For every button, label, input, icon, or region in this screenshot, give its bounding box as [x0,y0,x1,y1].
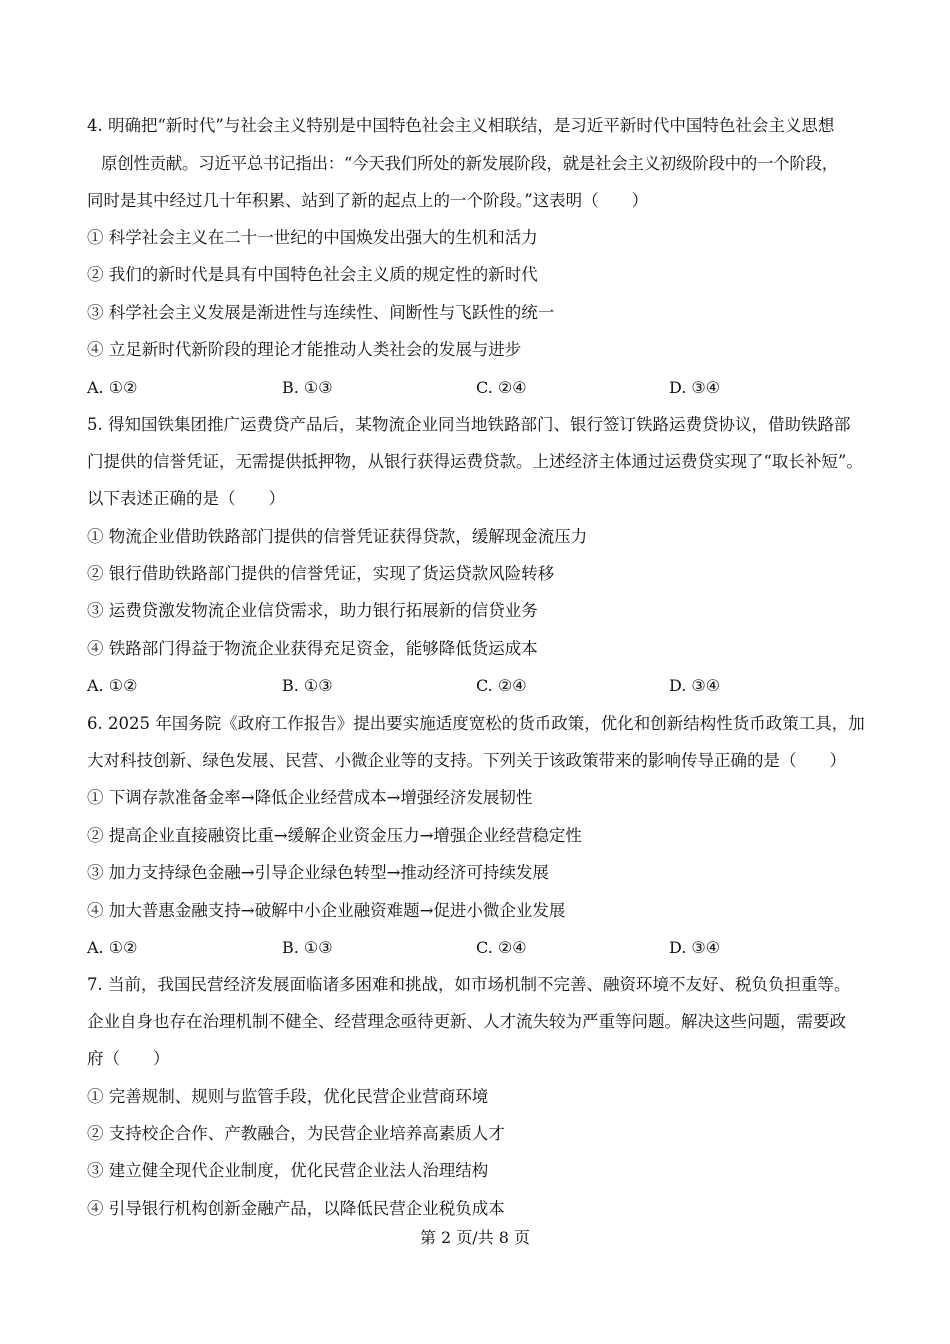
option-c[interactable]: C. ②④ [476,676,527,695]
q7-stem-line: 7. 当前，我国民营经济发展面临诸多困难和挑战，如市场机制不完善、融资环境不友好、税负负担重等。 [87,975,851,994]
q4-item: ② 我们的新时代是具有中国特色社会主义质的规定性的新时代 [87,265,538,284]
q7-stem-line: 企业自身也存在治理机制不健全、经营理念亟待更新、人才流失较为严重等问题。解决这些问题，需要政 [87,1012,846,1031]
q5-item: ② 银行借助铁路部门提供的信誉凭证，实现了货运贷款风险转移 [87,564,555,583]
option-c[interactable]: C. ②④ [476,938,527,957]
q6-stem-line: 6. 2025 年国务院《政府工作报告》提出要实施适度宽松的货币政策，优化和创新结构性货币政策工具，加 [87,714,865,733]
page-number: 第 2 页/共 8 页 [419,1228,531,1247]
option-a[interactable]: A. ①② [87,676,138,695]
q5-item: ④ 铁路部门得益于物流企业获得充足资金，能够降低货运成本 [87,639,538,658]
q6-item: ④ 加大普惠金融支持→破解中小企业融资难题→促进小微企业发展 [87,901,566,920]
q6-stem-line: 大对科技创新、绿色发展、民营、小微企业等的支持。下列关于该政策带来的影响传导正确的是（ ） [87,751,846,770]
q5-stem-line: 门提供的信誉凭证，无需提供抵押物，从银行获得运费贷款。上述经济主体通过运费贷实现了“取长补短”。 [87,452,863,471]
q7-item: ④ 引导银行机构创新金融产品，以降低民营企业税负成本 [87,1199,505,1218]
q6-options [87,936,877,960]
option-a[interactable]: A. ①② [87,378,138,397]
q7-item: ② 支持校企合作、产教融合，为民营企业培养高素质人才 [87,1124,505,1143]
q4-item: ④ 立足新时代新阶段的理论才能推动人类社会的发展与进步 [87,340,522,359]
q6-item: ③ 加力支持绿色金融→引导企业绿色转型→推动经济可持续发展 [87,863,549,882]
q7-item: ③ 建立健全现代企业制度，优化民营企业法人治理结构 [87,1161,489,1180]
q4-stem-line: 原创性贡献。习近平总书记指出：“今天我们所处的新发展阶段，就是社会主义初级阶段中的一个阶段， [101,154,838,173]
option-a[interactable]: A. ①② [87,938,138,957]
option-d[interactable]: D. ③④ [669,378,721,397]
q5-stem-line: 以下表述正确的是（ ） [87,489,285,508]
q6-item: ② 提高企业直接融资比重→缓解企业资金压力→增强企业经营稳定性 [87,826,582,845]
q7-stem-line: 府（ ） [87,1049,170,1068]
option-b[interactable]: B. ①③ [282,938,333,957]
q7-item: ① 完善规制、规则与监管手段，优化民营企业营商环境 [87,1087,489,1106]
option-c[interactable]: C. ②④ [476,378,527,397]
q5-stem-line: 5. 得知国铁集团推广运费贷产品后，某物流企业同当地铁路部门、银行签订铁路运费贷协议，借助铁路部 [87,415,851,434]
q6-item: ① 下调存款准备金率→降低企业经营成本→增强经济发展韧性 [87,788,533,807]
q4-options [87,376,877,400]
q4-item: ① 科学社会主义在二十一世纪的中国焕发出强大的生机和活力 [87,228,538,247]
q5-options [87,674,877,698]
option-d[interactable]: D. ③④ [669,676,721,695]
q4-stem-line: 同时是其中经过几十年积累、站到了新的起点上的一个阶段。”这表明（ ） [87,191,649,210]
option-b[interactable]: B. ①③ [282,378,333,397]
q5-item: ① 物流企业借助铁路部门提供的信誉凭证获得贷款，缓解现金流压力 [87,527,588,546]
option-b[interactable]: B. ①③ [282,676,333,695]
q4-item: ③ 科学社会主义发展是渐进性与连续性、间断性与飞跃性的统一 [87,303,555,322]
option-d[interactable]: D. ③④ [669,938,721,957]
q5-item: ③ 运费贷激发物流企业信贷需求，助力银行拓展新的信贷业务 [87,601,538,620]
q4-stem-line: 4. 明确把“新时代”与社会主义特别是中国特色社会主义相联结，是习近平新时代中国特色社会主义思想 [87,116,835,135]
